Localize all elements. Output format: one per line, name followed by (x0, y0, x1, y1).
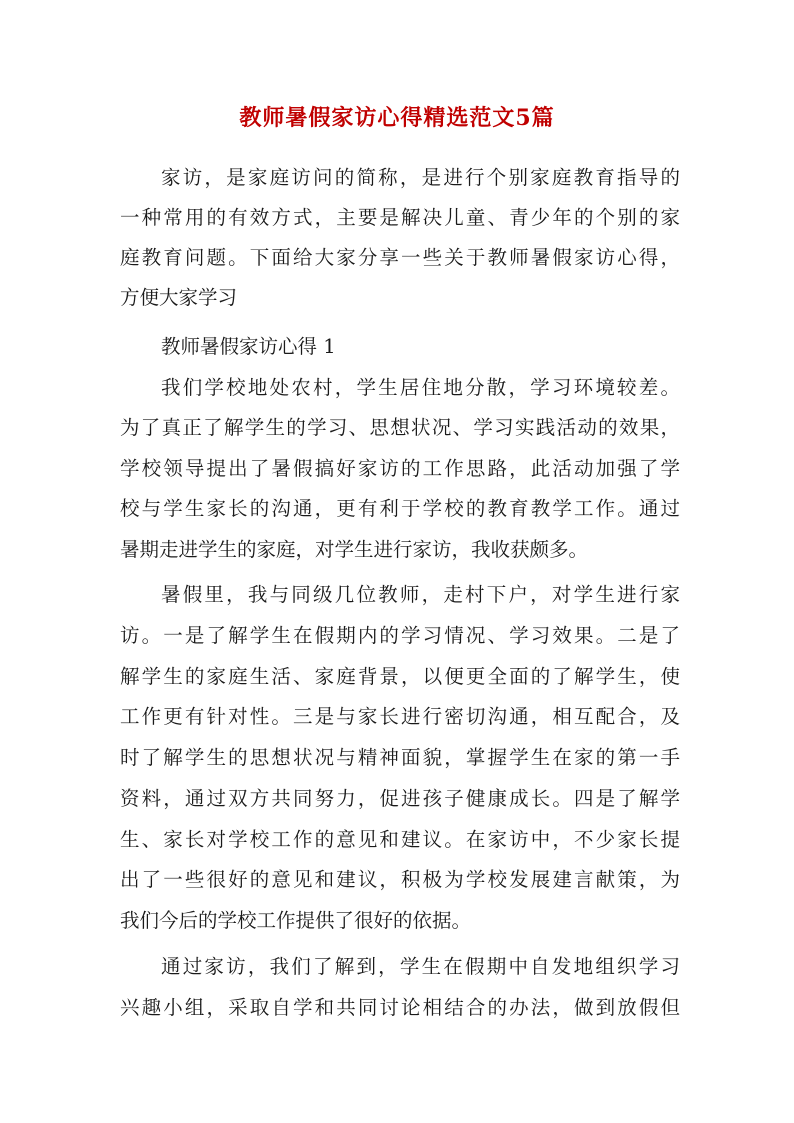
paragraph-line: 一种常用的有效方式，主要是解决儿童、青少年的个别的家 (120, 206, 680, 229)
paragraph-line: 生、家长对学校工作的意见和建议。在家访中，不少家长提 (120, 828, 680, 851)
paragraph-line: 方便大家学习 (120, 286, 238, 309)
paragraph-line: 学校领导提出了暑假搞好家访的工作思路，此活动加强了学 (120, 457, 680, 480)
paragraph-line: 校与学生家长的沟通，更有利于学校的教育教学工作。通过 (120, 497, 680, 520)
paragraph-line: 家访，是家庭访问的简称，是进行个别家庭教育指导的 (161, 166, 680, 189)
paragraph-line: 出了一些很好的意见和建议，积极为学校发展建言献策，为 (120, 868, 680, 891)
paragraph-line: 为了真正了解学生的学习、思想状况、学习实践活动的效果， (120, 416, 680, 439)
paragraph-line: 庭教育问题。下面给大家分享一些关于教师暑假家访心得， (120, 246, 680, 269)
paragraph-line: 解学生的家庭生活、家庭背景，以便更全面的了解学生，使 (120, 665, 680, 688)
paragraph-line: 我们学校地处农村，学生居住地分散，学习环境较差。 (161, 376, 680, 399)
document-title: 教师暑假家访心得精选范文5篇 (239, 105, 555, 131)
paragraph-line: 通过家访，我们了解到，学生在假期中自发地组织学习 (161, 955, 680, 978)
paragraph-line: 我们今后的学校工作提供了很好的依据。 (120, 909, 472, 932)
section-heading: 教师暑假家访心得 1 (161, 335, 336, 358)
paragraph-line: 时了解学生的思想状况与精神面貌，掌握学生在家的第一手 (120, 746, 680, 769)
paragraph-line: 暑期走进学生的家庭，对学生进行家访，我收获颇多。 (120, 538, 589, 561)
paragraph-line: 兴趣小组，采取自学和共同讨论相结合的办法，做到放假但 (120, 996, 680, 1019)
paragraph-line: 访。一是了解学生在假期内的学习情况、学习效果。二是了 (120, 624, 680, 647)
paragraph-line: 工作更有针对性。三是与家长进行密切沟通，相互配合，及 (120, 705, 680, 728)
paragraph-line: 资料，通过双方共同努力，促进孩子健康成长。四是了解学 (120, 787, 680, 810)
paragraph-line: 暑假里，我与同级几位教师，走村下户，对学生进行家 (161, 583, 680, 606)
